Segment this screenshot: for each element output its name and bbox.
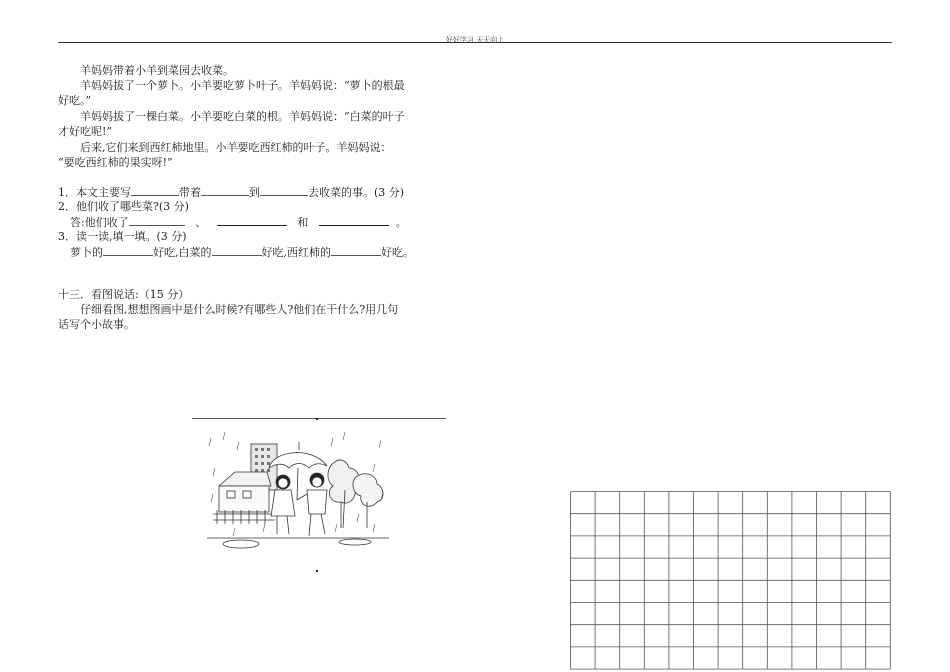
question-2-title: 2．他们收了哪些菜?(3 分) [58, 200, 189, 213]
q3-text-c: 好吃,西红柿的 [261, 246, 331, 259]
writing-grid [570, 491, 893, 672]
question-2-answer [70, 215, 407, 229]
question-3-title: 3．读一读,填一填。(3 分) [58, 230, 187, 243]
illustration-house [219, 486, 269, 512]
q2-blank-1[interactable] [129, 215, 185, 226]
story-line-6: 后来,它们来到西红柿地里。小羊要吃西红柿的叶子。羊妈妈说： [80, 141, 392, 154]
q3-blank-3[interactable] [331, 245, 381, 256]
illustration-house-roof [219, 472, 271, 486]
story-line-7: “要吃西红柿的果实呀!” [58, 156, 173, 169]
picture-top-rule [192, 418, 446, 419]
question-3-answer [70, 245, 414, 259]
illustration-rainy-day [205, 428, 391, 554]
q1-text-d: 去收菜的事。(3 分) [308, 186, 405, 199]
section-13-body-2: 话写个小故事。 [58, 318, 135, 331]
picture-anchor-dot-bottom [316, 570, 318, 572]
q3-text-a: 萝卜的 [70, 246, 103, 259]
q2-blank-2[interactable] [217, 215, 287, 226]
q1-blank-3[interactable] [260, 185, 308, 196]
illustration-boy-shirt [307, 490, 327, 514]
q2-blank-3[interactable] [319, 215, 389, 226]
q1-text-b: 带着 [179, 186, 201, 199]
q2-sep-2: 和 [297, 216, 309, 229]
section-13-title: 十三．看图说话:（15 分） [58, 288, 190, 301]
question-1 [58, 185, 404, 199]
q1-text-a: 1．本文主要写 [58, 186, 131, 199]
story-line-5: 才好吃呢!” [58, 125, 113, 138]
story-line-1: 羊妈妈带着小羊到菜园去收菜。 [80, 64, 234, 77]
picture-anchor-dot-top [316, 418, 318, 420]
illustration-umbrella [269, 453, 327, 468]
q2-end: 。 [395, 216, 407, 229]
q3-blank-2[interactable] [212, 245, 262, 256]
q1-blank-2[interactable] [201, 185, 249, 196]
q3-text-b: 好吃,白菜的 [153, 246, 212, 259]
q3-text-d: 好吃。 [381, 246, 414, 259]
story-line-4: 羊妈妈拔了一棵白菜。小羊要吃白菜的根。羊妈妈说：“白菜的叶子 [80, 110, 405, 123]
q1-text-c: 到 [249, 186, 260, 199]
header-text: 好好学习 天天向上 [445, 36, 505, 44]
header-rule [58, 42, 892, 43]
story-line-2: 羊妈妈拔了一个萝卜。小羊要吃萝卜叶子。羊妈妈说：“萝卜的根最 [80, 79, 405, 92]
illustration-girl-dress [271, 490, 295, 516]
story-line-3: 好吃。” [58, 94, 92, 107]
q2-sep-1: 、 [195, 216, 207, 229]
q2-answer-prefix: 答:他们收了 [70, 216, 129, 229]
section-13-body-1: 仔细看图,想想图画中是什么时候?有哪些人?他们在干什么?用几句 [80, 303, 399, 316]
q1-blank-1[interactable] [131, 185, 179, 196]
q3-blank-1[interactable] [103, 245, 153, 256]
